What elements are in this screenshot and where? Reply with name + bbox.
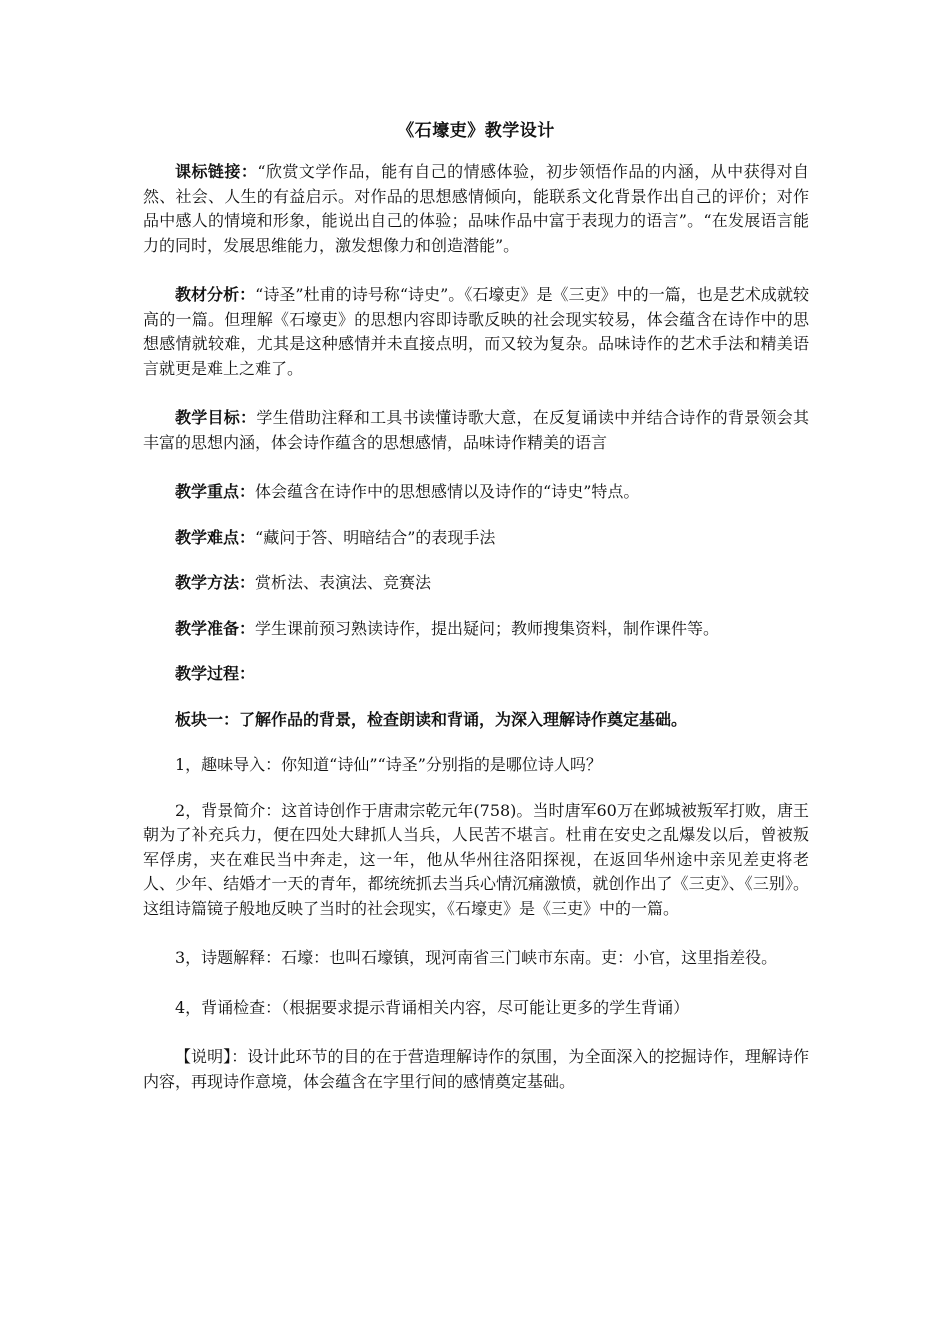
section-difficulty	[143, 526, 809, 551]
section-text: “诗圣”杜甫的诗号称“诗史”。《石壕吏》是《三吏》中的一篇，也是艺术成就较高的一篇。但理解《石壕吏》的思想内容即诗歌反映的社会现实较易，体会蕴含在诗作中的思想感情就较难，尤其是这种感情并未直接点明，而又较为复杂。品味诗作的艺术手法和精美语言就更是难上之难了。	[143, 285, 809, 378]
document-title: 《石壕吏》教学设计	[397, 121, 555, 141]
section-text: 体会蕴含在诗作中的思想感情以及诗作的“诗史”特点。	[255, 482, 640, 501]
section-label: 教学准备：	[175, 618, 256, 638]
step-background: 2，背景简介：这首诗创作于唐肃宗乾元年(758)。当时唐军60万在邺城被叛军打败，唐王朝为了补充兵力，便在四处大肆抓人当兵，人民苦不堪言。杜甫在安史之乱爆发以后，曾被叛军俘虏，夹在难民当中奔走，这一年，他从华州往洛阳探视，在返回华州途中亲见差吏将老人、少年、结婚才一天的青年，都统统抓去当兵心情沉痛激愤，就创作出了《三吏》、《三别》。这组诗篇镜子般地反映了当时的社会现实，《石壕吏》是《三吏》中的一篇。	[143, 800, 809, 918]
section-text: 学生借助注释和工具书读懂诗歌大意，在反复诵读中并结合诗作的背景领会其丰富的思想内涵，体会诗作蕴含的思想感情，品味诗作精美的语言	[143, 408, 809, 452]
section-label: 教学方法：	[175, 573, 256, 592]
block-one-heading: 板块一：了解作品的背景，检查朗读和背诵，为深入理解诗作奠定基础。	[175, 709, 688, 729]
section-text: “藏问于答、明暗结合”的表现手法	[255, 527, 496, 547]
section-label: 教学难点：	[175, 527, 256, 547]
section-label: 教学目标：	[175, 408, 257, 427]
document-page	[143, 118, 809, 1094]
section-preparation	[143, 617, 809, 642]
step-intro: 1，趣味导入：你知道“诗仙”“诗圣”分别指的是哪位诗人吗？	[175, 755, 602, 774]
section-text: 学生课前预习熟读诗作，提出疑问；教师搜集资料，制作课件等。	[255, 618, 720, 638]
section-label: 教材分析：	[175, 285, 256, 304]
section-key-point	[143, 480, 809, 505]
section-label: 教学过程：	[175, 664, 256, 683]
section-teaching-goal	[143, 406, 809, 455]
step-note: 【说明】：设计此环节的目的在于营造理解诗作的氛围，为全面深入的挖掘诗作，理解诗作内容，再现诗作意境，体会蕴含在字里行间的感情奠定基础。	[143, 1047, 809, 1091]
section-label: 教学重点：	[175, 482, 256, 501]
section-text: 赏析法、表演法、竞赛法	[255, 573, 432, 592]
section-material-analysis	[143, 283, 809, 381]
step-title-explanation: 3，诗题解释：石壕：也叫石壕镇，现河南省三门峡市东南。吏：小官，这里指差役。	[175, 948, 778, 967]
section-process	[143, 662, 809, 687]
step-recitation-check: 4，背诵检查：（根据要求提示背诵相关内容，尽可能让更多的学生背诵）	[175, 997, 690, 1017]
section-method	[143, 571, 809, 596]
section-label: 课标链接：	[175, 162, 258, 181]
section-curriculum-link	[143, 160, 809, 258]
section-text: “欣赏文学作品，能有自己的情感体验，初步领悟作品的内涵，从中获得对自然、社会、人生的有益启示。对作品的思想感情倾向，能联系文化背景作出自己的评价；对作品中感人的情境和形象，能说出自己的体验；品味作品中富于表现力的语言”。“在发展语言能力的同时，发展思维能力，激发想像力和创造潜能”。	[143, 162, 809, 255]
